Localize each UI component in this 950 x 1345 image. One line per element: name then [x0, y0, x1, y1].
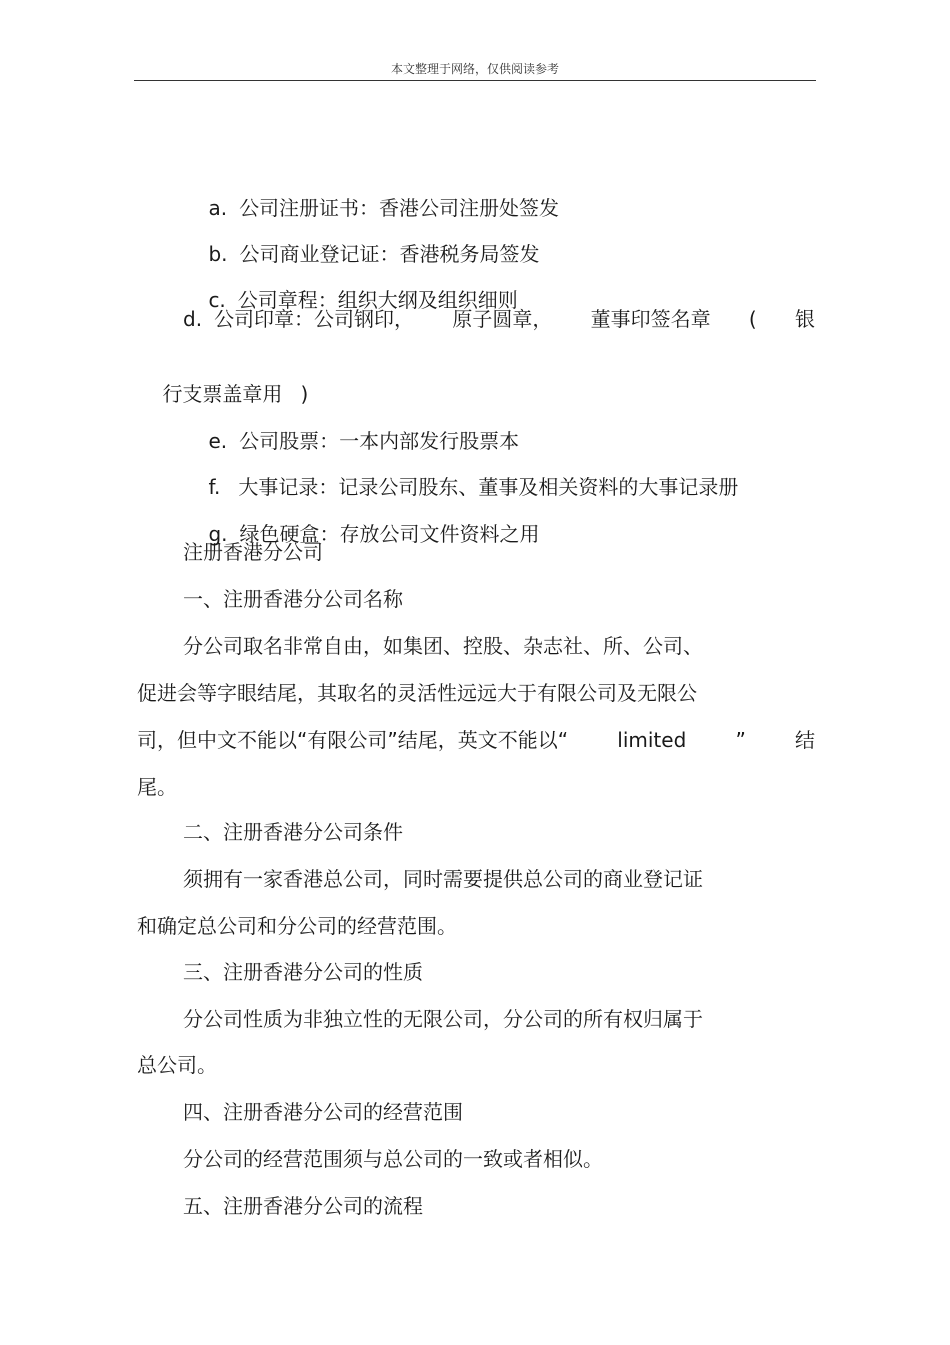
list-item-text-part: (	[748, 307, 757, 331]
list-item-text: 公司商业登记证：香港税务局签发	[239, 242, 540, 266]
paragraph-line: 促进会等字眼结尾，其取名的灵活性远远大于有限公司及无限公	[137, 681, 697, 705]
list-item-text-part: 原子圆章，	[452, 307, 553, 331]
list-marker: g.	[208, 522, 228, 546]
list-item-e	[183, 399, 520, 453]
paragraph-line-justified: 司，但中文不能以“有限公司”结尾，英文不能以“ limited ” 结	[137, 728, 815, 752]
section-heading-2: 二、注册香港分公司条件	[183, 820, 403, 844]
paragraph-line: 和确定总公司和分公司的经营范围。	[137, 914, 457, 938]
section-title: 注册香港分公司	[183, 540, 323, 564]
paragraph-line: 分公司的经营范围须与总公司的一致或者相似。	[183, 1147, 603, 1171]
list-item-text-part: 董事印签名章	[590, 307, 711, 331]
paragraph-line: 分公司性质为非独立性的无限公司，分公司的所有权归属于	[183, 1007, 703, 1031]
list-item-text-part: 银	[795, 307, 815, 331]
paragraph-line: 总公司。	[137, 1053, 217, 1077]
list-item-g	[183, 492, 540, 546]
list-item-text: 大事记录：记录公司股东、董事及相关资料的大事记录册	[238, 475, 739, 499]
list-item-text: 公司注册证书：香港公司注册处签发	[239, 196, 560, 220]
list-item-text: 公司章程：组织大纲及组织细则	[237, 288, 518, 312]
list-marker: b.	[208, 242, 228, 266]
section-heading-3: 三、注册香港分公司的性质	[183, 960, 423, 984]
list-marker: a.	[208, 196, 228, 220]
list-item-b	[183, 212, 540, 266]
list-item-text: 绿色硬盒：存放公司文件资料之用	[239, 522, 540, 546]
section-heading-5: 五、注册香港分公司的流程	[183, 1194, 423, 1218]
list-marker: c.	[208, 288, 226, 312]
list-item-d-continuation: 行支票盖章用 )	[162, 382, 309, 406]
list-item-c	[183, 258, 518, 312]
list-item-text-part: d. 公司印章：公司钢印，	[183, 307, 415, 331]
section-heading-4: 四、注册香港分公司的经营范围	[183, 1100, 463, 1124]
list-item-f	[183, 445, 739, 499]
list-item-a	[183, 166, 560, 220]
paragraph-line: 分公司取名非常自由，如集团、控股、杂志社、所、公司、	[183, 634, 703, 658]
list-item-text: 公司股票：一本内部发行股票本	[239, 429, 520, 453]
list-item-d	[183, 305, 815, 333]
section-heading-1: 一、注册香港分公司名称	[183, 587, 403, 611]
paragraph-line: 须拥有一家香港总公司，同时需要提供总公司的商业登记证	[183, 867, 703, 891]
paragraph-line: 尾。	[137, 775, 177, 799]
list-marker: f.	[208, 475, 221, 499]
page-header: 本文整理于网络，仅供阅读参考	[134, 58, 816, 81]
list-marker: e.	[208, 429, 228, 453]
list-marker: d.	[183, 307, 203, 331]
